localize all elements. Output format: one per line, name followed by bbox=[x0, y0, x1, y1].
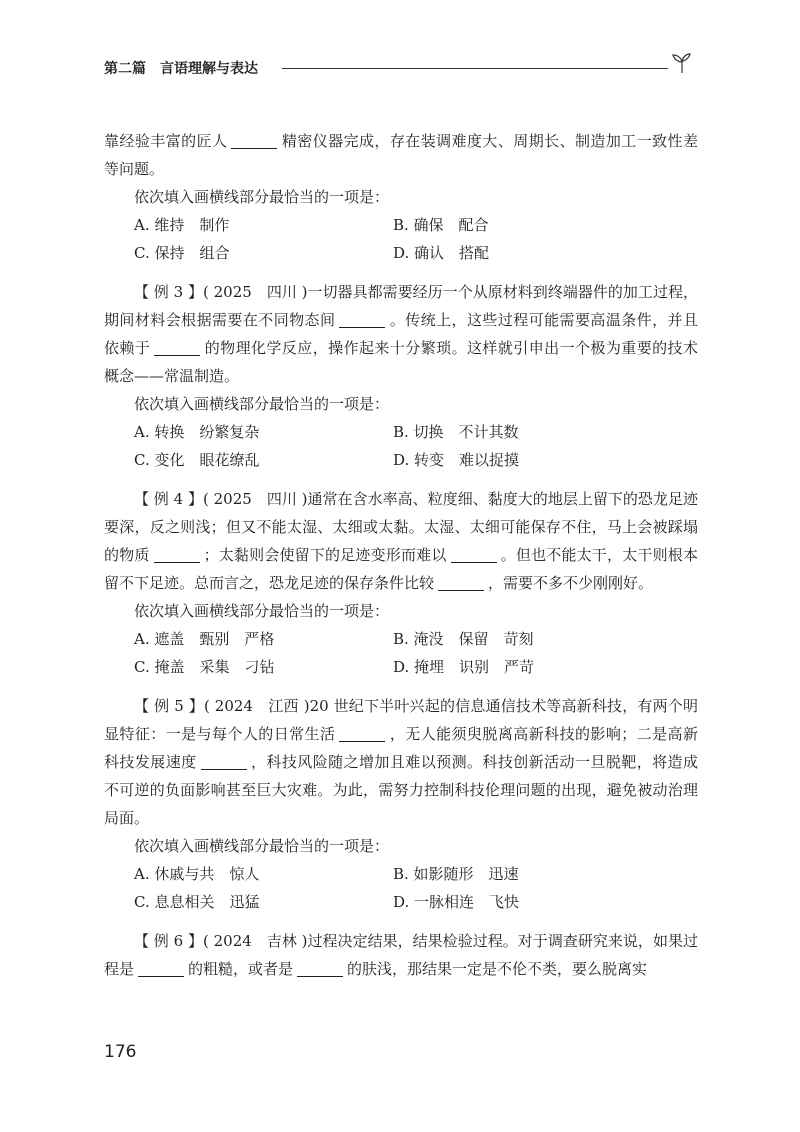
example-3 bbox=[104, 278, 698, 390]
passage-text: 的肤浅，那结果一定是不伦不类，要么脱离实 bbox=[347, 960, 648, 978]
options-ex3 bbox=[104, 418, 698, 474]
passage-text: 的粗糙，或者是 bbox=[188, 960, 294, 978]
option-c: C. 保持 组合 bbox=[134, 244, 230, 262]
question-prompt: 依次填入画横线部分最恰当的一项是： bbox=[134, 188, 390, 206]
passage-text: 20 世纪下半叶兴起的信息通信技术等高新科技，有两个明显特征：一是与每个人的日常生活 bbox=[104, 697, 698, 743]
header-title bbox=[104, 58, 258, 78]
blank bbox=[339, 725, 385, 742]
option-d: D. 转变 难以捉摸 bbox=[393, 451, 520, 469]
blank bbox=[297, 960, 343, 977]
option-c: C. 息息相关 迅猛 bbox=[134, 893, 260, 911]
passage-text: 靠经验丰富的匠人 bbox=[104, 132, 228, 150]
passage-text: 的物理化学反应，操作起来十分繁琐。这样就引申出一个极为重要的技术概念——常温制造。 bbox=[104, 339, 698, 385]
example-4 bbox=[104, 485, 698, 597]
option-a: A. 休戚与共 惊人 bbox=[134, 865, 260, 883]
page-number: 176 bbox=[104, 1042, 137, 1062]
blank bbox=[339, 311, 385, 328]
passage-text: 过程决定结果，结果检验过程。对于调查研究来说，如果过程是 bbox=[104, 932, 698, 978]
passage-text: ，科技风险随之增加且难以预测。科技创新活动一旦脱靶，将造成不可逆的负面影响甚至巨大灾难。为此，需努力控制科技伦理问题的出现，避免被动治理局面。 bbox=[104, 753, 698, 827]
passage-text: 。但也不能太干，太干则根本留不下足迹。总而言之，恐龙足迹的保存条件比较 bbox=[104, 546, 698, 592]
header-rule bbox=[282, 68, 668, 69]
option-a: A. 维持 制作 bbox=[134, 216, 230, 234]
passage-text: 。传统上，这些过程可能需要高温条件，并且依赖于 bbox=[104, 311, 698, 357]
example-tag: 【 例 4 】 bbox=[134, 490, 203, 508]
blank bbox=[138, 960, 184, 977]
example-5 bbox=[104, 692, 698, 832]
option-a: A. 转换 纷繁复杂 bbox=[134, 423, 260, 441]
example-source: ( 2025 四川 ) bbox=[202, 283, 308, 301]
sprout-icon bbox=[670, 52, 694, 74]
blank bbox=[154, 546, 200, 563]
options-top bbox=[104, 211, 698, 267]
options-ex5 bbox=[104, 860, 698, 916]
option-b: B. 切换 不计其数 bbox=[393, 423, 519, 441]
option-c: C. 变化 眼花缭乱 bbox=[134, 451, 260, 469]
passage-text: 通常在含水率高、粒度细、黏度大的地层上留下的恐龙足迹要深，反之则浅；但又不能太湿、太细或太黏。太湿、太细可能保存不住，马上会被踩塌的物质 bbox=[104, 490, 698, 564]
blank bbox=[154, 339, 200, 356]
option-b: B. 如影随形 迅速 bbox=[393, 865, 519, 883]
passage-text: ；太黏则会使留下的足迹变形而难以 bbox=[203, 546, 447, 564]
option-b: B. 确保 配合 bbox=[393, 216, 489, 234]
option-a: A. 遮盖 甄别 严格 bbox=[134, 630, 275, 648]
header-part: 第二篇 bbox=[104, 61, 146, 77]
option-b: B. 淹没 保留 苛刻 bbox=[393, 630, 534, 648]
header-chapter: 言语理解与表达 bbox=[160, 61, 258, 77]
example-6 bbox=[104, 927, 698, 983]
option-d: D. 确认 搭配 bbox=[393, 244, 490, 262]
passage-text: ，需要不多不少刚刚好。 bbox=[488, 574, 654, 592]
question-prompt: 依次填入画横线部分最恰当的一项是： bbox=[134, 395, 390, 413]
option-d: D. 一脉相连 飞快 bbox=[393, 893, 520, 911]
passage-text: 一切器具都需要经历一个从原材料到终端器件的加工过程，期间材料会根据需要在不同物态间 bbox=[104, 283, 698, 329]
passage-top bbox=[104, 127, 698, 183]
example-source: ( 2025 四川 ) bbox=[202, 490, 308, 508]
option-c: C. 掩盖 采集 刁钻 bbox=[134, 658, 275, 676]
passage-text: ，无人能须臾脱离高新科技的影响；二是高新科技发展速度 bbox=[104, 725, 698, 771]
blank bbox=[438, 574, 484, 591]
blank bbox=[201, 753, 247, 770]
options-ex4 bbox=[104, 625, 698, 681]
example-source: ( 2024 江西 ) bbox=[204, 697, 310, 715]
question-prompt: 依次填入画横线部分最恰当的一项是： bbox=[134, 837, 390, 855]
example-source: ( 2024 吉林 ) bbox=[202, 932, 308, 950]
question-prompt: 依次填入画横线部分最恰当的一项是： bbox=[134, 602, 390, 620]
option-d: D. 掩埋 识别 严苛 bbox=[393, 658, 535, 676]
example-tag: 【 例 3 】 bbox=[134, 283, 203, 301]
passage-text: 精密仪器完成，存在装调难度大、周期长、制造加工一致性差等问题。 bbox=[104, 132, 698, 178]
running-header bbox=[104, 58, 694, 88]
example-tag: 【 例 6 】 bbox=[134, 932, 203, 950]
example-tag: 【 例 5 】 bbox=[134, 697, 204, 715]
page-content bbox=[104, 127, 698, 983]
blank bbox=[231, 132, 277, 149]
blank bbox=[451, 546, 497, 563]
